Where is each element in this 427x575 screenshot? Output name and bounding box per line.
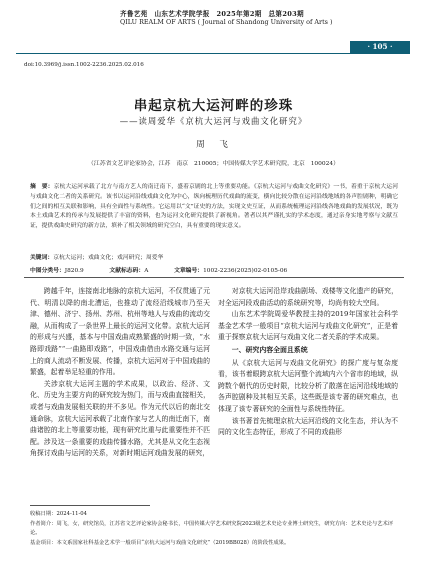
body-paragraph: 跨越千年，连接南北地脉的京杭大运河，不仅贯通了元代、明清以降的南北漕运，也推动了流经沿线城市乃至天津、德州、济宁、扬州、苏州、杭州等地人与戏曲的流动交融，从而构成了一条世界上最长的运河文化带。京杭大运河的形成与兴盛，基本与中国戏曲成熟繁盛的时期一致，“水路即戏路”“一曲路即戏路”，中国戏曲借由水路交通与运河上的商人流动不断发展、传播，京杭大运河对于中国戏曲的繁盛，起着举足轻重的作用。 bbox=[30, 287, 210, 377]
body-column-right bbox=[218, 286, 398, 439]
footnote-author-intro: 作者简介：周飞，女，研究馆员，江苏省文艺评论家协会秘书长，中国传媒大学艺术研究院2023级艺术史论专业博士研究生，研究方向：艺术史论与艺术评论。 bbox=[30, 521, 394, 536]
footnote-fund: 基金项目：本文系国家社科基金艺术学一般项目“京杭大运河与戏曲文化研究”（2019BB028）的阶段性成果。 bbox=[30, 540, 290, 546]
clc-value: J820.9 bbox=[64, 268, 84, 274]
body-paragraph: 该书著首先梳理京杭大运河沿线的文化生态，并认为不同的文化生态特征，形成了不同的戏曲形 bbox=[218, 416, 398, 437]
abstract bbox=[30, 183, 398, 232]
journal-name-zh: 齐鲁艺苑 山东艺术学院学报 2025年第2期 总第203期 bbox=[120, 10, 304, 18]
clc-label: 中图分类号： bbox=[30, 268, 65, 274]
author-affiliation: （江苏省文艺评论家协会，江苏 南京 210005；中国传媒大学艺术研究院，北京 100024） bbox=[87, 161, 340, 167]
body-paragraph: 关涉京杭大运河主题的学术成果，以政治、经济、文化、历史为主要方向的研究较为热门，而与戏曲直接相关，或者与戏曲发展相关联的并不多见。作为元代以后的南北交通命脉，京杭大运河承载了北南作家与艺人的南迁南下，南曲诸腔的北上等重要功能，现有研究比重与此重要性并不匹配。涉及这一条重要的戏曲传播水路，尤其是从文化生态视角探讨戏曲与运河的关系，对新时期运河戏曲发展的研究， bbox=[30, 379, 210, 458]
footnote-divider bbox=[30, 505, 150, 506]
keywords-label: 关键词： bbox=[30, 255, 54, 261]
abstract-text: 京杭大运河承载了北方与南方艺人的南迁南下，盛着京剧的北上等重要功能。《京杭大运河与戏曲文化研究》一书，着重于京杭大运河与戏曲文化二者的关系研究。该书以运河沿线戏曲文化为中心，纵向梳理历代戏曲的流变，横向比较分散在运河沿线地域的各声腔剧种，明确它们之间的相互关联和影响，具有全面性与系统性。它运用以“文”证史的方法，实现文史互证，从而系统梳理运河沿线各地戏曲的发展状况，既为本土戏曲艺术的传承与发展提供了丰富的资料，也为运河文化研究提供了新视角。著者以其严谨扎实的学术态度，通过亲身实地考察与文献互证，提供戏曲史研究的新方法，填补了相关领域的研究空白，具有重要的现实意义。 bbox=[30, 184, 398, 230]
article-id-label: 文章编号： bbox=[174, 268, 204, 274]
keywords-text: 京杭大运河；戏曲文化；戏河研究；周爱华 bbox=[53, 255, 164, 261]
article-title: 串起京杭大运河畔的珍珠 bbox=[133, 98, 294, 114]
doc-code-label: 文献标志码： bbox=[109, 268, 145, 274]
body-paragraph: 从《京杭大运河与戏曲文化研究》的探广度与复杂度看，该书着眼跨京杭大运河整个流域内六个省市的地域，纵跨数个朝代的历史时限，比较分析了散落在运河沿线地域的各声腔剧种及其相互关系，这些既是该专著的研究难点，也体现了该专著研究的全面性与系统性特征。 bbox=[218, 358, 398, 413]
footnote-received: 收稿日期：2024-11-04 bbox=[30, 511, 88, 517]
page-number: · 105 · bbox=[350, 41, 410, 53]
article-id-value: 1002-2236(2025)02-0105-06 bbox=[203, 268, 288, 274]
author-name: 周 飞 bbox=[196, 140, 231, 150]
journal-name-en: QILU REALM OF ARTS ( Journal of Shandong University of Arts ) bbox=[120, 18, 333, 26]
body-column-left bbox=[30, 286, 210, 460]
doi[interactable]: doi:10.3969/j.issn.1002-2236.2025.02.016 bbox=[24, 62, 144, 68]
abstract-divider bbox=[24, 277, 404, 278]
keywords bbox=[30, 252, 163, 261]
article-subtitle: ——读周爱华《京杭大运河与戏曲文化研究》 bbox=[119, 116, 308, 126]
body-paragraph: 对京杭大运河沿岸戏曲剧场、戏楼等文化遗产的研究，对全运河段戏曲活动的系统研究等，均尚有较大空间。 bbox=[218, 287, 398, 307]
classification-line bbox=[30, 265, 287, 274]
body-paragraph: 山东艺术学院周爱华教授主持的2019年国家社会科学基金艺术学一般项目“京杭大运河与戏曲文化研究”，正是着重于探察京杭大运河与戏曲文化二者关系的学术成果。 bbox=[218, 310, 398, 342]
doc-code-value: A bbox=[144, 268, 149, 274]
abstract-label: 摘 要： bbox=[30, 184, 54, 190]
section-heading: 一、研究内容全面且系统 bbox=[231, 345, 308, 354]
header-divider bbox=[16, 53, 410, 54]
